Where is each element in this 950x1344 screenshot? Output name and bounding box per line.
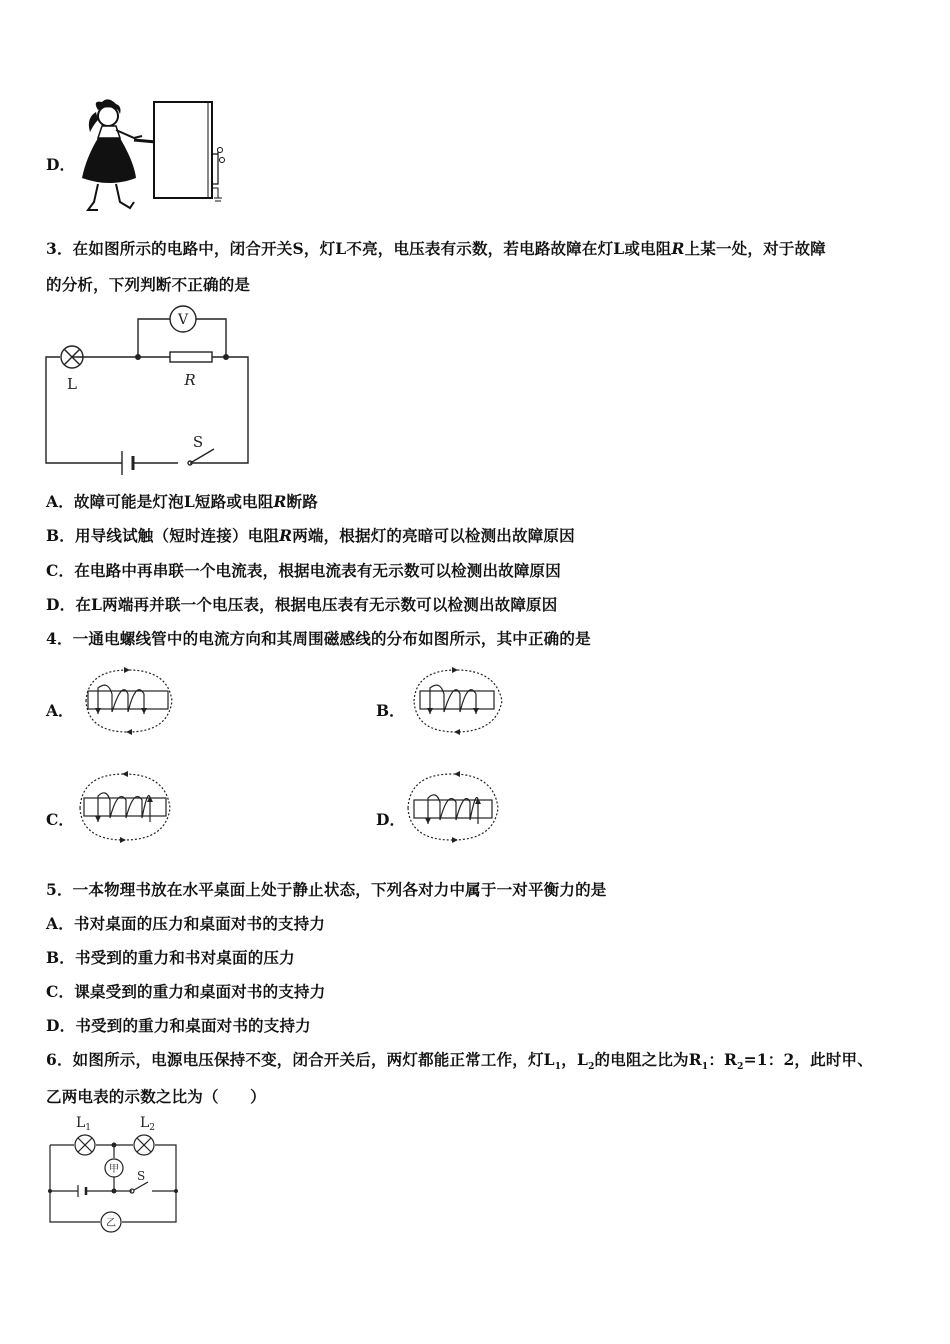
q3-circuit-diagram [42,305,262,470]
q3-stem-part: 3．在如图所示的电路中，闭合开关S，灯L不亮，电压表有示数，若电路故障在灯L或电阻 [46,239,672,258]
q4-option-b-label[interactable]: B． [376,701,405,720]
q4-option-c-label[interactable]: C． [46,810,74,829]
q6-subscript: 2 [588,1062,595,1073]
q4-stem: 4．一通电螺线管中的电流方向和其周围磁感线的分布如图所示，其中正确的是 [46,629,591,648]
lamp-label: L [67,375,77,393]
q5-option-c[interactable]: C．课桌受到的重力和桌面对书的支持力 [46,982,326,1001]
q6-stem-part: ：R [708,1050,738,1069]
solenoid-d-figure[interactable] [404,770,504,844]
option-symbol: R [279,526,293,545]
q3-stem-part: 上某一处，对于故障 [684,239,826,258]
q3-stem-resistor: R [671,239,685,258]
q6-stem-line1 [46,1048,873,1072]
q5-option-b[interactable]: B．书受到的重力和书对桌面的压力 [46,948,295,967]
meter-yi-label: 乙 [106,1218,116,1229]
q5-option-a[interactable]: A．书对桌面的压力和桌面对书的支持力 [46,914,326,933]
q3-option-a[interactable] [46,490,318,512]
q2-option-d-label[interactable]: D． [46,155,75,174]
solenoid-a-figure[interactable] [78,666,178,736]
q3-stem-line2: 的分析，下列判断不正确的是 [46,275,251,294]
q4-option-d-label[interactable]: D． [376,810,405,829]
option-text: 断路 [286,492,318,511]
q4-option-a-label[interactable]: A． [46,701,74,720]
lamp2-label: $L_2$ [140,1115,156,1133]
switch-label: S [137,1169,146,1183]
q6-subscript: 1 [701,1062,709,1073]
voltmeter-label: V [177,312,189,328]
q5-stem: 5．一本物理书放在水平桌面上处于静止状态，下列各对力中属于一对平衡力的是 [46,880,607,899]
q6-circuit-diagram [44,1112,184,1237]
girl-fridge-illustration [72,98,242,218]
q3-stem-line1 [46,237,826,259]
q6-subscript: 2 [737,1062,744,1073]
meter-jia-label: 甲 [109,1164,119,1175]
q3-option-b[interactable] [46,524,575,546]
q6-stem-part: 6．如图所示，电源电压保持不变，闭合开关后，两灯都能正常工作，灯L [46,1050,555,1069]
q5-option-d[interactable]: D．书受到的重力和桌面对书的支持力 [46,1016,311,1035]
resistor-label: R [184,371,196,389]
q6-stem-part: 的电阻之比为R [594,1050,702,1069]
q3-option-c[interactable]: C．在电路中再串联一个电流表，根据电流表有无示数可以检测出故障原因 [46,561,561,580]
option-text: B．用导线试触（短时连接）电阻 [46,526,280,545]
lamp1-label: $L_1$ [76,1115,92,1133]
q6-stem-part: =1：2，此时甲、 [743,1050,873,1069]
q6-stem-part: ，L [561,1050,589,1069]
solenoid-b-figure[interactable] [410,666,510,736]
q3-option-d[interactable]: D．在L两端再并联一个电压表，根据电压表有无示数可以检测出故障原因 [46,595,558,614]
option-text: A．故障可能是灯泡L短路或电阻 [46,492,274,511]
option-text: 两端，根据灯的亮暗可以检测出故障原因 [292,526,575,545]
switch-label: S [192,433,204,451]
q6-stem-line2: 乙两电表的示数之比为（ ） [46,1087,266,1106]
q6-subscript: 1 [554,1062,562,1073]
solenoid-c-figure[interactable] [76,770,176,844]
option-symbol: R [273,492,287,511]
